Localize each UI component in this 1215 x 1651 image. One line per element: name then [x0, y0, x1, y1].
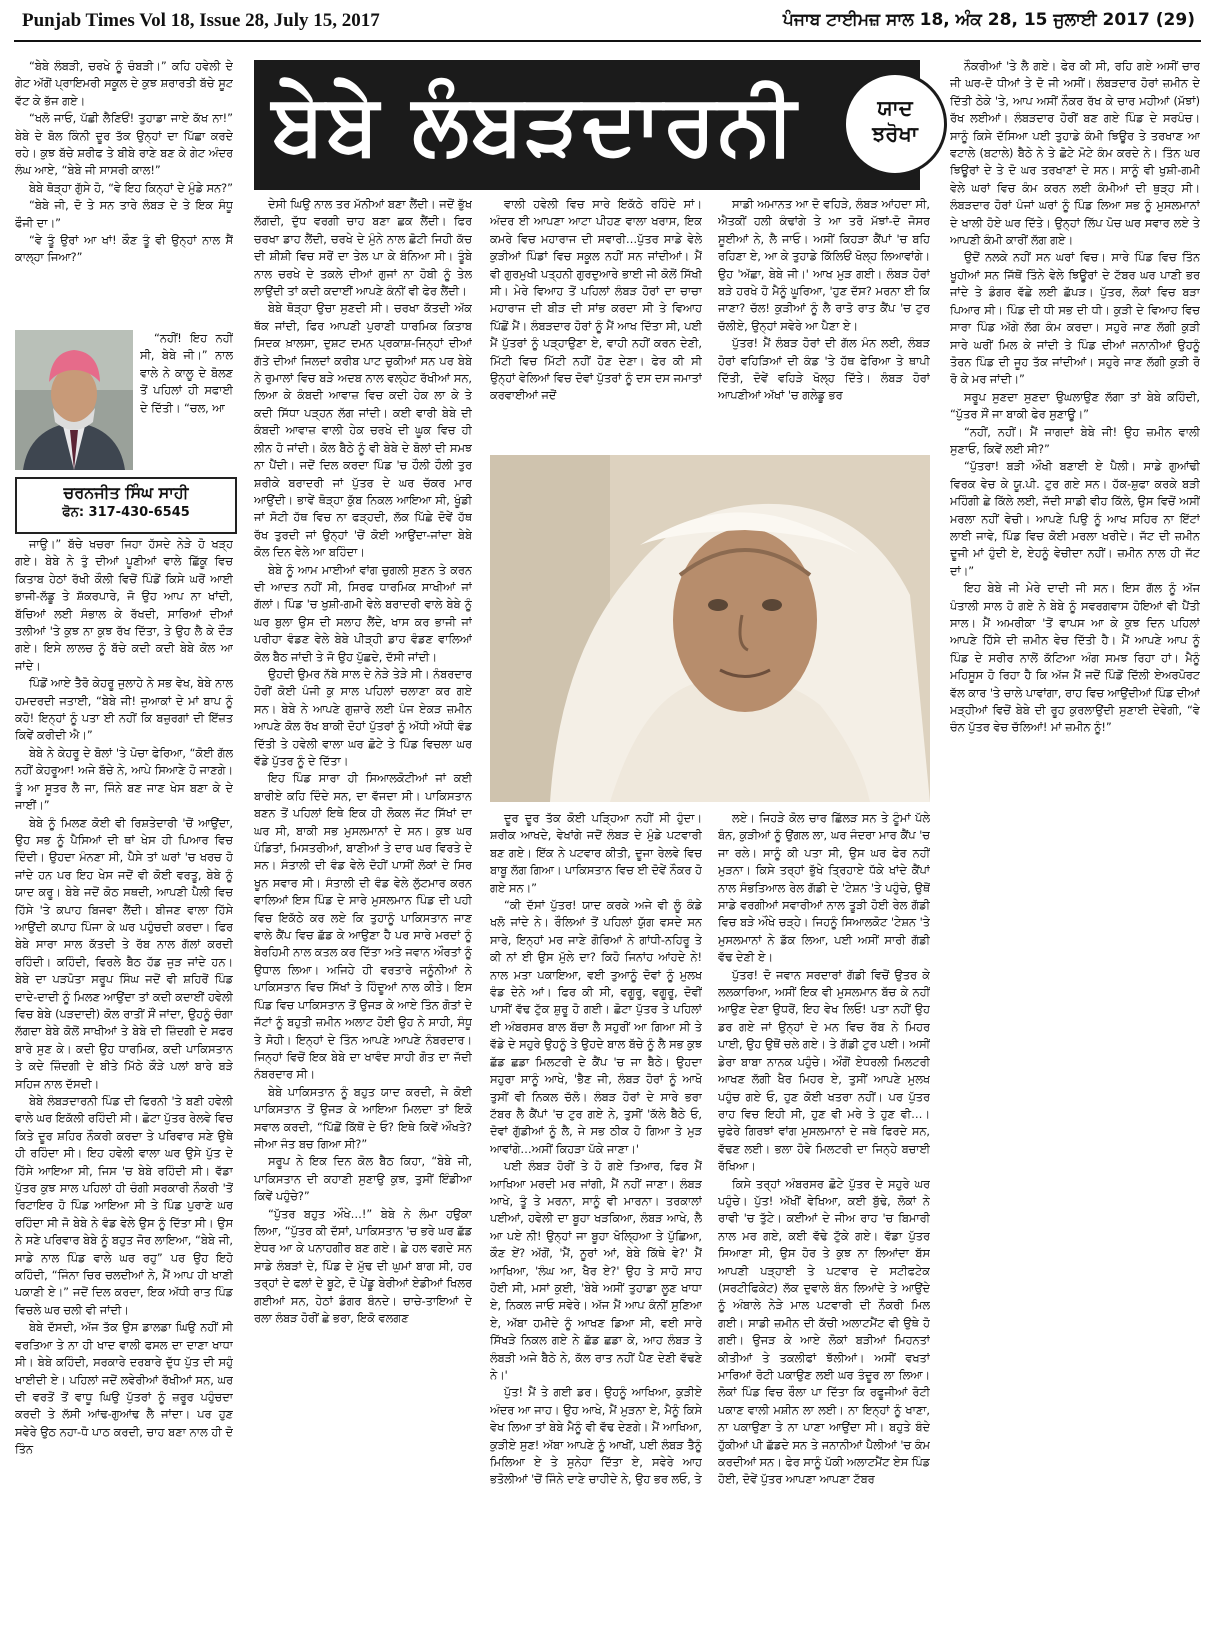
paragraph: “ਪੁੱਤਰ ਬਹੁਤ ਔਖੇ…!” ਬੇਬੇ ਨੇ ਲੰਮਾ ਹਉਕਾ ਲਿਆ, “ਪੁੱਤਰ ਕੀ ਦੱਸਾਂ, ਪਾਕਿਸਤਾਨ 'ਚ ਭਰੇ ਘਰ ਛੱਡ ਏਧਰ ਆ ਕੇ ਪਨਾਹਗੀਰ ਬਣ ਗਏ। ਛੇ ਹਲ ਵਗਦੇ ਸਨ ਸਾਡੇ ਲੰਬੜਾਂ ਦੇ, ਪਿੰਡ ਦੇ ਮੁੱਢ ਦੀ ਘੁਮਾਂ ਬਾਗ ਸੀ, ਹਰ ਤਰ੍ਹਾਂ ਦੇ ਫਲਾਂ ਦੇ ਬੂਟੇ, ਦੋ ਪੇਂਡੂ ਬੇਰੀਆਂ ਏਡੀਆਂ ਖਿਲਰ ਗਈਆਂ ਸਨ, ਹੇਠਾਂ ਡੰਗਰ ਬੰਨਦੇ। ਚਾਚੇ-ਤਾਇਆਂ ਦੇ ਰਲਾ ਲੰਬੜ ਹੋਰੀਂ ਛੇ ਭਰਾ, ਇਕੋ ਵਲਗਣ: [254, 1207, 472, 1325]
paragraph: ਕਿਸੇ ਤਰ੍ਹਾਂ ਅੰਬਰਸਰ ਛੋਟੇ ਪੁੱਤਰ ਦੇ ਸਹੁਰੇ ਘਰ ਪਹੁੰਚੇ। ਪੁੱਤ! ਅੱਖੀਂ ਵੇਖਿਆ, ਕਈ ਬੁੱਢੇ, ਲੋਕਾਂ ਨੇ ਰਾਵੀ 'ਚ ਤੁੱਟੇ। ਕਈਆਂ ਦੇ ਜੀਅ ਰਾਹ 'ਚ ਬਿਮਾਰੀ ਨਾਲ ਮਰ ਗਏ, ਕਈ ਵੱਢੇ ਟੁੱਕੇ ਗਏ। ਵੱਡਾ ਪੁੱਤਰ ਸਿਆਣਾ ਸੀ, ਉਸ ਹੋਰ ਤੇ ਕੁਝ ਨਾ ਲਿਆਂਦਾ ਬੱਸ ਆਪਣੀ ਪੜ੍ਹਾਈ ਤੇ ਪਟਵਾਰ ਦੇ ਸਟੀਫਟੇਕ (ਸਰਟੀਫਿਕੇਟ) ਲੱਕ ਦੁਵਾਲੇ ਬੰਨ ਲਿਆਂਦੇ ਤੇ ਆਉਂਦੇ ਨੂੰ ਅੰਬਾਲੇ ਨੇੜੇ ਮਾਲ ਪਟਵਾਰੀ ਦੀ ਨੌਕਰੀ ਮਿਲ ਗਈ। ਸਾਡੀ ਜ਼ਮੀਨ ਦੀ ਕੱਚੀ ਅਲਾਟਮੈਂਟ ਵੀ ਉਥੇ ਹੋ ਗਈ। ਉਜੜ ਕੇ ਆਏ ਲੋਕਾਂ ਬੜੀਆਂ ਮਿਹਨਤਾਂ ਕੀਤੀਆਂ ਤੇ ਤਕਲੀਫਾਂ ਝੱਲੀਆਂ। ਅਸੀਂ ਵਖਤਾਂ ਮਾਰਿਆਂ ਰੋਟੀ ਪਕਾਉਣ ਲਈ ਘਰ ਤੰਦੂਰ ਲਾ ਲਿਆ। ਲੋਕਾਂ ਪਿੰਡ ਵਿਚ ਰੌਲਾ ਪਾ ਦਿੱਤਾ ਕਿ ਰਫੂਜੀਆਂ ਰੋਟੀ ਪਕਾਣ ਵਾਲੀ ਮਸ਼ੀਨ ਲਾ ਲਈ। ਨਾ ਇਨ੍ਹਾਂ ਨੂੰ ਖਾਣਾ, ਨਾ ਪਕਾਉਣਾ ਤੇ ਨਾ ਪਾਣਾ ਆਉਂਦਾ ਸੀ। ਬਹੁਤੇ ਬੰਦੇ ਹੁੱਕੀਆਂ ਪੀ ਛੱਡਦੇ ਸਨ ਤੇ ਜਨਾਨੀਆਂ ਪੈਲੀਆਂ 'ਚ ਕੰਮ ਕਰਦੀਆਂ ਸਨ। ਫੇਰ ਸਾਨੂੰ ਪੱਕੀ ਅਲਾਟਮੈਂਟ ਏਸ ਪਿੰਡ ਹੋਈ, ਦੋਵੇਂ ਪੁੱਤਰ ਆਪਣਾ ਆਪਣਾ ਟੱਬਰ: [718, 1177, 930, 1487]
paragraph: ਬੇਬੇ ਨੂੰ ਮਿਲਣ ਕੋਈ ਵੀ ਰਿਸ਼ਤੇਦਾਰੀ 'ਚੋਂ ਆਉਂਦਾ, ਉਹ ਸਭ ਨੂੰ ਪੈਸਿਆਂ ਦੀ ਥਾਂ ਖੇਸ ਹੀ ਪਿਆਰ ਵਿਚ ਦਿੰਦੀ। ਉਹਦਾ ਮੰਨਣਾ ਸੀ, ਪੈਸੇ ਤਾਂ ਘਰਾਂ 'ਚ ਖਰਚ ਹੋ ਜਾਂਦੇ ਹਨ ਪਰ ਇਹ ਖੇਸ ਜਦੋਂ ਵੀ ਕੋਈ ਵਰਤੂ, ਬੇਬੇ ਨੂੰ ਯਾਦ ਕਰੂ। ਬੇਬੇ ਜਦੋਂ ਕੋਠ ਸਥਦੀ, ਆਪਣੀ ਪੈਲੀ ਵਿਚ ਹਿੱਸੇ 'ਤੇ ਕਪਾਹ ਬਿਜਵਾ ਲੈਂਦੀ। ਬੀਜਣ ਵਾਲਾ ਹਿੱਸੇ ਆਉਂਦੀ ਕਪਾਹ ਪਿੰਜਾ ਕੇ ਘਰ ਪਹੁੰਚਦੀ ਕਰਦਾ। ਫਿਰ ਬੇਬੇ ਸਾਰਾ ਸਾਲ ਕੱਤਦੀ ਤੇ ਰੱਬ ਨਾਲ ਗੱਲਾਂ ਕਰਦੀ ਰਹਿੰਦੀ। ਕਹਿੰਦੀ, ਵਿਰਲੇ ਬੈਠ ਹੱਡ ਜੁੜ ਜਾਂਦੇ ਹਨ। ਬੇਬੇ ਦਾ ਪੜਪੋਤਾ ਸਰੂਪ ਸਿੰਘ ਜਦੋਂ ਵੀ ਸ਼ਹਿਰੋਂ ਪਿੰਡ ਦਾਦੇ-ਦਾਦੀ ਨੂੰ ਮਿਲਣ ਆਉਂਦਾ ਤਾਂ ਕਦੀ ਕਦਾਈਂ ਹਵੇਲੀ ਵਿਚ ਬੇਬੇ (ਪੜਦਾਦੀ) ਕੋਲ ਰਾਤੀਂ ਸੌਂ ਜਾਂਦਾ, ਉਹਨੂੰ ਚੰਗਾ ਲੱਗਦਾ ਬੇਬੇ ਕੋਲੋਂ ਸਾਖੀਆਂ ਤੇ ਬੇਬੇ ਦੀ ਜ਼ਿੰਦਗੀ ਦੇ ਸਫਰ ਬਾਰੇ ਸੁਣ ਕੇ। ਕਦੀ ਉਹ ਧਾਰਮਿਕ, ਕਦੀ ਪਾਕਿਸਤਾਨ ਤੇ ਕਦੇ ਜ਼ਿੰਦਗੀ ਦੇ ਬੀਤੇ ਮਿੱਠੇ ਕੌੜੇ ਪਲਾਂ ਬਾਰੇ ਬੜੇ ਸਹਿਜ ਨਾਲ ਦੱਸਦੀ।: [15, 816, 233, 1091]
paragraph: ਦੂਰ ਦੂਰ ਤੱਕ ਕੋਈ ਪੜ੍ਹਿਆ ਨਹੀਂ ਸੀ ਹੁੰਦਾ। ਸ਼ਰੀਕ ਆਖਦੇ, ਵੇਖਾਂਗੇ ਜਦੋਂ ਲੰਬੜ ਦੇ ਮੁੰਡੇ ਪਟਵਾਰੀ ਬਣ ਗਏ। ਇੱਕ ਨੇ ਪਟਵਾਰ ਕੀਤੀ, ਦੂਜਾ ਰੇਲਵੇ ਵਿਚ ਬਾਬੂ ਲੱਗ ਗਿਆ। ਪਾਕਿਸਤਾਨ ਵਿਚ ਈ ਦੋਵੇਂ ਨੌਕਰ ਹੋ ਗਏ ਸਨ।”: [490, 812, 702, 895]
badge-line-2: ਝਰੋਖਾ: [872, 122, 918, 146]
paragraph: ਸਾਡੀ ਅਮਾਨਤ ਆ ਦੋ ਵਹਿੜੇ, ਲੰਬੜ ਆਂਹਦਾ ਸੀ, ਐਤਕੀਂ ਹਲੀ ਕੰਢਾਂਗੇ ਤੇ ਆ ਤਰੋ ਮੱਝਾਂ-ਦੋ ਜੋਸਰ ਸੂਈਆਂ ਨੇ, ਲੈ ਜਾਓ। ਅਸੀਂ ਕਿਹੜਾ ਕੈਂਪਾਂ 'ਚ ਬਹਿ ਰਹਿਣਾ ਏ, ਆ ਕੇ ਤੁਹਾਡੇ ਕਿੱਲਿਓਂ ਖੋਲ੍ਹ ਲਿਆਵਾਂਗੇ। ਉਹ 'ਅੱਛਾ, ਬੇਬੇ ਜੀ।' ਆਖ ਮੁੜ ਗਈ। ਲੰਬੜ ਹੋਰਾਂ ਬੜੇ ਹਰਖੇ ਹੋ ਮੈਨੂੰ ਘੂਰਿਆ, 'ਹੁਣ ਦੱਸ? ਮਰਨਾ ਈ ਕਿ ਜਾਣਾ? ਚੱਲ! ਕੁੜੀਆਂ ਨੂੰ ਲੈ ਰਾਤੋ ਰਾਤ ਕੈਂਪ 'ਚ ਟੁਰ ਚੱਲੀਏ, ਉਨ੍ਹਾਂ ਸਵੇਰੇ ਆ ਪੈਣਾ ਏ।: [718, 198, 930, 333]
article-title: ਬੇਬੇ ਲੰਬੜਦਾਰਨੀ: [272, 75, 798, 173]
paragraph: ਪਿੰਡੋਂ ਆਏ ਤੈਰੋ ਕੇਹਰੂ ਜੁਲਾਹੇ ਨੇ ਸਭ ਵੇਖ, ਬੇਬੇ ਨਾਲ ਹਮਦਰਦੀ ਜਤਾਈ, “ਬੇਬੇ ਜੀ! ਜੁਆਕਾਂ ਦੇ ਮਾਂ ਬਾਪ ਨੂੰ ਕਹੋ! ਇਨ੍ਹਾਂ ਨੂੰ ਪਤਾ ਈ ਨਹੀਂ ਕਿ ਬਜ਼ੁਰਗਾਂ ਦੀ ਇੱਜ਼ਤ ਕਿਵੇਂ ਕਰੀਦੀ ਐ।”: [15, 677, 233, 743]
page-header: [14, 6, 1201, 42]
author-name: ਚਰਨਜੀਤ ਸਿੰਘ ਸਾਹੀ: [63, 483, 189, 502]
paragraph: ਉਹਦੀ ਉਮਰ ਨੱਬੇ ਸਾਲ ਦੇ ਨੇੜੇ ਤੇੜੇ ਸੀ। ਨੰਬਰਦਾਰ ਹੋਰੀਂ ਕੋਈ ਪੰਜੀ ਕੁ ਸਾਲ ਪਹਿਲਾਂ ਚਲਾਣਾ ਕਰ ਗਏ ਸਨ। ਬੇਬੇ ਨੇ ਆਪਣੇ ਗੁਜ਼ਾਰੇ ਲਈ ਪੰਜ ਏਕੜ ਜ਼ਮੀਨ ਆਪਣੇ ਕੋਲ ਰੱਖ ਬਾਕੀ ਦੋਹਾਂ ਪੁੱਤਰਾਂ ਨੂੰ ਅੱਧੀ ਅੱਧੀ ਵੰਡ ਦਿੱਤੀ ਤੇ ਹਵੇਲੀ ਵਾਲਾ ਘਰ ਛੋਟੇ ਤੇ ਪਿੰਡ ਵਿਚਲਾ ਘਰ ਵੱਡੇ ਪੁੱਤਰ ਨੂੰ ਦੇ ਦਿੱਤਾ।: [254, 667, 472, 768]
paragraph: “ਖਲੋ ਜਾਓ, ਪੱਛੀ ਲੈਣਿਓਂ! ਤੁਹਾਡਾ ਜਾਏ ਕੱਖ ਨਾ!” ਬੇਬੇ ਦੇ ਬੋਲ ਕਿੰਨੀ ਦੂਰ ਤੱਕ ਉਨ੍ਹਾਂ ਦਾ ਪਿੱਛਾ ਕਰਦੇ ਰਹੇ। ਕੁਝ ਬੱਚੇ ਸ਼ਰੀਫ ਤੇ ਬੀਬੇ ਰਾਣੇ ਬਣ ਕੇ ਗੇਟ ਅੰਦਰ ਲੰਘ ਆਏ, “ਬੇਬੇ ਜੀ ਸਾਸਰੀ ਕਾਲ!”: [15, 112, 233, 178]
header-masthead-punjabi: ਪੰਜਾਬ ਟਾਈਮਜ਼ ਸਾਲ 18, ਅੰਕ 28, 15 ਜੁਲਾਈ 2017 (29): [782, 10, 1195, 30]
column-3-top: [490, 196, 702, 448]
paragraph: ਲਏ। ਜਿਹੜੇ ਕੋਲ ਚਾਰ ਛਿੱਲੜ ਸਨ ਤੇ ਟੂੰਮਾਂ ਪੱਲੇ ਬੰਨ, ਕੁੜੀਆਂ ਨੂੰ ਉਂਗਲ ਲਾ, ਘਰ ਜੰਦਰਾ ਮਾਰ ਕੈਂਪ 'ਚ ਜਾ ਰਲੇ। ਸਾਨੂੰ ਕੀ ਪਤਾ ਸੀ, ਉਸ ਘਰ ਫੇਰ ਨਹੀਂ ਮੁੜਨਾ। ਕਿਸੇ ਤਰ੍ਹਾਂ ਭੁੱਖੇ ਤ੍ਰਿਹਾਏ ਧੱਕੇ ਖਾਂਦੇ ਕੈਂਪਾਂ ਨਾਲ ਸੰਭਤਿਆਲ ਰੇਲ ਗੱਡੀ ਦੇ 'ਟੇਸ਼ਨ 'ਤੇ ਪਹੁੰਚੇ, ਉਥੋਂ ਸਾਡੇ ਵਰਗੀਆਂ ਸਵਾਰੀਆਂ ਨਾਲ ਤੂੜੀ ਹੋਈ ਰੇਲ ਗੱਡੀ ਵਿਚ ਬੜੇ ਔਖੇ ਚੜ੍ਹੇ। ਜਿਹਨੂੰ ਸਿਆਲਕੋਟ 'ਟੇਸ਼ਨ 'ਤੇ ਮੁਸਲਮਾਨਾਂ ਨੇ ਡੱਕ ਲਿਆ, ਪਈ ਅਸੀਂ ਸਾਰੀ ਗੱਡੀ ਵੱਢ ਦੇਣੀ ਏ।: [718, 812, 930, 965]
column-1-side: [140, 330, 233, 470]
header-masthead-english: Punjab Times Vol 18, Issue 28, July 15, 2017: [22, 10, 380, 31]
column-4-top: [718, 196, 930, 448]
paragraph: ਬੇਬੇ ਨੂੰ ਆਮ ਮਾਈਆਂ ਵਾਂਗ ਚੁਗਲੀ ਸੁਣਨ ਤੇ ਕਰਨ ਦੀ ਆਦਤ ਨਹੀਂ ਸੀ, ਸਿਰਫ ਧਾਰਮਿਕ ਸਾਖੀਆਂ ਜਾਂ ਗੱਲਾਂ। ਪਿੰਡ 'ਚ ਖੁਸ਼ੀ-ਗਮੀ ਵੇਲੇ ਬਰਾਦਰੀ ਵਾਲੇ ਬੇਬੇ ਨੂੰ ਘਰ ਬੁਲਾ ਉਸ ਦੀ ਸਲਾਹ ਲੈਂਦੇ, ਖਾਸ ਕਰ ਭਾਜੀ ਜਾਂ ਪਰੀਹਾ ਵੰਡਣ ਵੇਲੇ ਬੇਬੇ ਪੀੜ੍ਹੀ ਡਾਹ ਵੰਡਣ ਵਾਲਿਆਂ ਕੋਲ ਬੈਠ ਜਾਂਦੀ ਤੇ ਜੋ ਉਹ ਪੁੱਛਦੇ, ਦੱਸੀ ਜਾਂਦੀ।: [254, 563, 472, 664]
author-phone: ਫੋਨ: 317-430-6545: [62, 505, 190, 520]
author-photo: [15, 330, 133, 470]
column-badge: [843, 72, 947, 176]
paragraph: ਬੇਬੇ ਪਾਕਿਸਤਾਨ ਨੂੰ ਬਹੁਤ ਯਾਦ ਕਰਦੀ, ਜੇ ਕੋਈ ਪਾਕਿਸਤਾਨ ਤੋਂ ਉਜੜ ਕੇ ਆਇਆ ਮਿਲਦਾ ਤਾਂ ਇਕੋ ਸਵਾਲ ਕਰਦੀ, “ਪਿੱਛੋਂ ਕਿੱਥੋਂ ਦੇ ਓ? ਇਥੇ ਕਿਵੇਂ ਔਖਤੇ? ਜੀਆ ਜੰਤ ਬਚ ਗਿਆ ਸੀ?”: [254, 1085, 472, 1151]
paragraph: “ਬੇਬੇ ਲੰਬੜੀ, ਚਰਖੇ ਨੂੰ ਚੰਬੜੀ।” ਕਹਿ ਹਵੇਲੀ ਦੇ ਗੇਟ ਅੱਗੋਂ ਪ੍ਰਾਇਮਰੀ ਸਕੂਲ ਦੇ ਕੁਝ ਸ਼ਰਾਰਤੀ ਬੱਚੇ ਸੂਟ ਵੱਟ ਕੇ ਭੱਜ ਗਏ।: [15, 60, 233, 108]
column-3-bottom: [490, 810, 702, 1644]
paragraph: ਉਦੋਂ ਨਲਕੇ ਨਹੀਂ ਸਨ ਘਰਾਂ ਵਿਚ। ਸਾਰੇ ਪਿੰਡ ਵਿਚ ਤਿੰਨ ਖੂਹੀਆਂ ਸਨ ਜਿੱਥੋਂ ਤਿੰਨੇ ਵੇਲੇ ਝਿਊਰਾਂ ਦੇ ਟੱਬਰ ਘਰ ਪਾਣੀ ਭਰ ਜਾਂਦੇ ਤੇ ਡੰਗਰ ਵੱਛੇ ਲਈ ਛੱਪੜ। ਪੁੱਤਰ, ਲੋਕਾਂ ਵਿਚ ਬੜਾ ਪਿਆਰ ਸੀ। ਪਿੰਡ ਦੀ ਧੀ ਸਭ ਦੀ ਧੀ। ਕੁੜੀ ਦੇ ਵਿਆਹ ਵਿਚ ਸਾਰਾ ਪਿੰਡ ਅੱਗੇ ਲੱਗ ਕੰਮ ਕਰਦਾ। ਸਹੁਰੇ ਜਾਣ ਲੱਗੀ ਕੁੜੀ ਸਾਰੇ ਘਰੀਂ ਮਿਲ ਕੇ ਜਾਂਦੀ ਤੇ ਪਿੰਡ ਦੀਆਂ ਜਨਾਨੀਆਂ ਉਹਨੂੰ ਤੋਰਨ ਪਿੰਡ ਦੀ ਜੂਹ ਤੱਕ ਜਾਂਦੀਆਂ। ਸਹੁਰੇ ਜਾਣ ਲੱਗੀ ਕੁੜੀ ਰੋ ਰੋ ਕੇ ਮਰ ਜਾਂਦੀ।”: [950, 251, 1200, 387]
paragraph: ਸਰੂਪ ਨੇ ਇਕ ਦਿਨ ਕੋਲ ਬੈਠ ਕਿਹਾ, “ਬੇਬੇ ਜੀ, ਪਾਕਿਸਤਾਨ ਦੀ ਕਹਾਣੀ ਸੁਣਾਉ ਕੁਝ, ਤੁਸੀਂ ਇੰਡੀਆ ਕਿਵੇਂ ਪਹੁੰਚੇ?”: [254, 1155, 472, 1204]
paragraph: ਇਹ ਪਿੰਡ ਸਾਰਾ ਹੀ ਸਿਆਲਕੋਟੀਆਂ ਜਾਂ ਕਈ ਬਾਰੀਏ ਕਹਿ ਦਿੰਦੇ ਸਨ, ਦਾ ਵੱਜਦਾ ਸੀ। ਪਾਕਿਸਤਾਨ ਬਣਨ ਤੋਂ ਪਹਿਲਾਂ ਇਥੇ ਇਕ ਹੀ ਲੋਕਲ ਜੱਟ ਸਿੱਖਾਂ ਦਾ ਘਰ ਸੀ, ਬਾਕੀ ਸਭ ਮੁਸਲਮਾਨਾਂ ਦੇ ਸਨ। ਕੁਝ ਘਰ ਪੰਡਿਤਾਂ, ਮਿਸਤਰੀਆਂ, ਬਾਣੀਆਂ ਤੇ ਦਾਰ ਘਰ ਵਿਰਤੇ ਦੇ ਸਨ। ਸੰਤਾਲੀ ਦੀ ਵੰਡ ਵੇਲੇ ਦੋਹੀਂ ਪਾਸੀਂ ਲੋਕਾਂ ਦੇ ਸਿਰ ਖੂਨ ਸਵਾਰ ਸੀ। ਸੰਤਾਲੀ ਦੀ ਵੰਡ ਵੇਲੇ ਲੁੱਟਮਾਰ ਕਰਨ ਵਾਲਿਆਂ ਇਸ ਪਿੰਡ ਦੇ ਸਾਰੇ ਮੁਸਲਮਾਨ ਪਿੰਡ ਦੀ ਪਹੀ ਵਿਚ ਇਕੱਠੇ ਕਰ ਲਏ ਕਿ ਤੁਹਾਨੂੰ ਪਾਕਿਸਤਾਨ ਜਾਣ ਵਾਲੇ ਕੈਂਪ ਵਿਚ ਛੱਡ ਕੇ ਆਉਣਾ ਹੈ ਪਰ ਸਾਰੇ ਮਰਦਾਂ ਨੂੰ ਬੇਰਹਿਮੀ ਨਾਲ ਕਤਲ ਕਰ ਦਿੱਤਾ ਅਤੇ ਜਵਾਨ ਔਰਤਾਂ ਨੂੰ ਉਧਾਲ ਲਿਆ। ਅਜਿਹੇ ਹੀ ਵਰਤਾਰੇ ਜਨੂੰਨੀਆਂ ਨੇ ਪਾਕਿਸਤਾਨ ਵਿਚ ਸਿੱਖਾਂ ਤੇ ਹਿੰਦੂਆਂ ਨਾਲ ਕੀਤੇ। ਇਸ ਪਿੰਡ ਵਿਚ ਪਾਕਿਸਤਾਨ ਤੋਂ ਉਜੜ ਕੇ ਆਏ ਤਿੰਨ ਗੋਤਾਂ ਦੇ ਜੱਟਾਂ ਨੂੰ ਬਹੁਤੀ ਜ਼ਮੀਨ ਅਲਾਟ ਹੋਈ ਉਹ ਨੇ ਸਾਹੀ, ਸੰਧੂ ਤੇ ਸੋਹੀ। ਇਨ੍ਹਾਂ ਦੇ ਤਿੰਨ ਆਪਣੇ ਆਪਣੇ ਨੰਬਰਦਾਰ। ਜਿਨ੍ਹਾਂ ਵਿਚੋਂ ਇਕ ਬੇਬੇ ਦਾ ਖਾਵੰਦ ਸਾਹੀ ਗੋਤ ਦਾ ਜੱਦੀ ਨੰਬਰਦਾਰ ਸੀ।: [254, 772, 472, 1082]
author-portrait-image: [15, 330, 133, 470]
paragraph: ਬੇਬੇ ਨੇ ਕੇਹਰੂ ਦੇ ਬੋਲਾਂ 'ਤੇ ਪੋਚਾ ਫੇਰਿਆ, “ਕੋਈ ਗੱਲ ਨਹੀਂ ਕੇਹਰੂਆ! ਅਜੇ ਬੱਚੇ ਨੇ, ਆਪੇ ਸਿਆਣੇ ਹੋ ਜਾਣਗੇ। ਤੂੰ ਆ ਸੂਤਰ ਲੈ ਜਾ, ਜਿੰਨੇ ਬਣ ਜਾਣ ਖੇਸ ਬਣਾ ਕੇ ਦੇ ਜਾਈਂ।”: [15, 746, 233, 813]
paragraph: ਪਈ ਲੰਬੜ ਹੋਰੀਂ ਤੇ ਹੋ ਗਏ ਤਿਆਰ, ਫਿਰ ਮੈਂ ਆਖਿਆ ਮਰਦੀ ਮਰ ਜਾਂਗੀ, ਮੈਂ ਨਹੀਂ ਜਾਣਾ। ਲੰਬੜ ਆਖੇ, ਤੂੰ ਤੇ ਮਰਨਾ, ਸਾਨੂੰ ਵੀ ਮਾਰਨਾ। ਤਰਕਾਲਾਂ ਪਈਆਂ, ਹਵੇਲੀ ਦਾ ਬੂਹਾ ਖੜਕਿਆ, ਲੰਬੜ ਆਖੇ, ਲੈ ਆ ਪਏ ਨੀ! ਉਨ੍ਹਾਂ ਜਾ ਬੂਹਾ ਖੋਲ੍ਹਿਆ ਤੇ ਪੁੱਛਿਆ, ਕੌਣ ਏਂ? ਅੱਗੋਂ, 'ਮੈਂ, ਨੂਰਾਂ ਆਂ, ਬੇਬੇ ਕਿੱਥੇ ਵੇ?' ਮੈਂ ਆਖਿਆ, 'ਲੰਘ ਆ, ਖੈਰ ਏ?' ਉਹ ਤੇ ਸਾਹੋ ਸਾਹ ਹੋਈ ਸੀ, ਮਸਾਂ ਕੁਈ, 'ਬੇਬੇ ਅਸੀਂ ਤੁਹਾਡਾ ਲੂਣ ਖਾਧਾ ਏ, ਨਿਕਲ ਜਾਓ ਸਵੇਰੇ। ਅੱਜ ਮੈਂ ਆਪ ਕੰਨੀਂ ਸੁਣਿਆ ਏ, ਅੱਬਾ ਹਮੀਦੇ ਨੂੰ ਆਖਣ ਡਿਆ ਸੀ, ਵਈ ਸਾਰੇ ਸਿੱਖੜੇ ਨਿਕਲ ਗਏ ਨੇ ਛੱਡ ਛਡਾ ਕੇ, ਆਹ ਲੰਬੜ ਤੇ ਲੰਬੜੀ ਅਜੇ ਬੈਠੇ ਨੇ, ਕੱਲ ਰਾਤ ਨਹੀਂ ਪੈਣ ਦੇਣੀ ਵੱਢਣੇ ਨੇ।': [490, 1160, 702, 1382]
paragraph: ਬੇਬੇ ਥੋੜ੍ਹਾ ਉਚਾ ਸੁਣਦੀ ਸੀ। ਚਰਖਾ ਕੱਤਦੀ ਅੱਕ ਥੱਕ ਜਾਂਦੀ, ਫਿਰ ਆਪਣੀ ਪੁਰਾਣੀ ਧਾਰਮਿਕ ਕਿਤਾਬ ਸਿਦਕ ਖ਼ਾਲਸਾ, ਦੁਸ਼ਟ ਦਮਨ ਪ੍ਰਕਾਸ਼-ਜਿਨ੍ਹਾਂ ਦੀਆਂ ਗੱਤੇ ਦੀਆਂ ਜਿਲਦਾਂ ਕਰੀਬ ਪਾਟ ਚੁਕੀਆਂ ਸਨ ਪਰ ਬੇਬੇ ਨੇ ਰੁਮਾਲਾਂ ਵਿਚ ਬੜੇ ਅਦਬ ਨਾਲ ਵਲ੍ਹੇਟ ਰੱਖੀਆਂ ਸਨ, ਲਿਆ ਕੇ ਕੰਬਦੀ ਆਵਾਜ਼ ਵਿਚ ਕਦੀ ਹੇਕ ਲਾ ਕੇ ਤੇ ਕਦੀ ਸਿੱਧਾ ਪੜ੍ਹਨ ਲੱਗ ਜਾਂਦੀ। ਕਈ ਵਾਰੀ ਬੇਬੇ ਦੀ ਕੰਬਦੀ ਆਵਾਜ਼ ਵਾਲੀ ਹੇਕ ਚਰਖੇ ਦੀ ਘੂਕ ਵਿਚ ਹੀ ਲੀਨ ਹੋ ਜਾਂਦੀ। ਕੋਲ ਬੈਠੇ ਨੂੰ ਵੀ ਬੇਬੇ ਦੇ ਬੋਲਾਂ ਦੀ ਸਮਝ ਨਾ ਪੈਂਦੀ। ਜਦੋਂ ਦਿਲ ਕਰਦਾ ਪਿੰਡ 'ਚ ਹੌਲੀ ਹੌਲੀ ਤੁਰ ਸ਼ਰੀਕੇ ਬਰਾਦਰੀ ਜਾਂ ਪੁੱਤਰ ਦੇ ਘਰ ਚੱਕਰ ਮਾਰ ਆਉਂਦੀ। ਭਾਵੇਂ ਥੋੜ੍ਹਾ ਕੁੱਬ ਨਿਕਲ ਆਇਆ ਸੀ, ਖੂੰਡੀ ਜਾਂ ਸੋਟੀ ਹੱਥ ਵਿਚ ਨਾ ਫੜ੍ਹਦੀ, ਲੱਕ ਪਿੱਛੇ ਦੋਵੇਂ ਹੱਥ ਰੱਖ ਤੁਰਦੀ ਜਾਂ ਉਨ੍ਹਾਂ 'ਚੋਂ ਕੋਈ ਆਉਂਦਾ-ਜਾਂਦਾ ਬੇਬੇ ਕੋਲ ਦਿਨ ਵੇਲੇ ਆ ਬਹਿੰਦਾ।: [254, 302, 472, 560]
paragraph: “ਨਹੀਂ, ਨਹੀਂ। ਮੈਂ ਜਾਗਦਾਂ ਬੇਬੇ ਜੀ! ਉਹ ਜ਼ਮੀਨ ਵਾਲੀ ਸੁਣਾਓ, ਕਿਵੇਂ ਲਈ ਸੀ?”: [950, 425, 1200, 456]
paragraph: ਬੇਬੇ ਲੰਬੜਦਾਰਨੀ ਪਿੰਡ ਦੀ ਫਿਰਨੀ 'ਤੇ ਬਣੀ ਹਵੇਲੀ ਵਾਲੇ ਘਰ ਇਕੱਲੀ ਰਹਿੰਦੀ ਸੀ। ਛੋਟਾ ਪੁੱਤਰ ਰੇਲਵੇ ਵਿਚ ਕਿਤੇ ਦੂਰ ਸ਼ਹਿਰ ਨੌਕਰੀ ਕਰਦਾ ਤੇ ਪਰਿਵਾਰ ਸਣੇ ਉਥੇ ਹੀ ਰਹਿੰਦਾ ਸੀ। ਇਹ ਹਵੇਲੀ ਵਾਲਾ ਘਰ ਉਸੇ ਪੁੱਤ ਦੇ ਹਿੱਸੇ ਆਇਆ ਸੀ, ਜਿਸ 'ਚ ਬੇਬੇ ਰਹਿੰਦੀ ਸੀ। ਵੱਡਾ ਪੁੱਤਰ ਕੁਝ ਸਾਲ ਪਹਿਲਾਂ ਹੀ ਚੰਗੀ ਸਰਕਾਰੀ ਨੌਕਰੀ 'ਤੋਂ ਰਿਟਾਇਰ ਹੋ ਪਿੰਡ ਆਇਆ ਸੀ ਤੇ ਪਿੰਡ ਪੁਰਾਣੇ ਘਰ ਰਹਿੰਦਾ ਸੀ ਜੋ ਬੇਬੇ ਨੇ ਵੰਡ ਵੇਲੇ ਉਸ ਨੂੰ ਦਿੱਤਾ ਸੀ। ਉਸ ਨੇ ਸਣੇ ਪਰਿਵਾਰ ਬੇਬੇ ਨੂੰ ਬਹੁਤ ਜੋਰ ਲਾਇਆ, “ਬੇਬੇ ਜੀ, ਸਾਡੇ ਨਾਲ ਪਿੰਡ ਵਾਲੇ ਘਰ ਰਹੁ” ਪਰ ਉਹ ਇਹੋ ਕਹਿੰਦੀ, “ਜਿੰਨਾ ਚਿਰ ਚਲਦੀਆਂ ਨੇ, ਮੈਂ ਆਪ ਹੀ ਖਾਣੀ ਪਕਾਣੀ ਏ।” ਜਦੋਂ ਦਿਲ ਕਰਦਾ, ਇਕ ਅੱਧੀ ਰਾਤ ਪਿੰਡ ਵਿਚਲੇ ਘਰ ਚਲੀ ਵੀ ਜਾਂਦੀ।: [15, 1095, 233, 1317]
paragraph: ਵਾਲੀ ਹਵੇਲੀ ਵਿਚ ਸਾਰੇ ਇਕੱਠੇ ਰਹਿੰਦੇ ਸਾਂ। ਅੰਦਰ ਈ ਆਪਣਾ ਆਟਾ ਪੀਹਣ ਵਾਲਾ ਖਰਾਸ, ਇਕ ਕਮਰੇ ਵਿਚ ਮਹਾਰਾਜ ਦੀ ਸਵਾਰੀ…ਪੁੱਤਰ ਸਾਡੇ ਵੇਲੇ ਕੁੜੀਆਂ ਪਿੰਡਾਂ ਵਿਚ ਸਕੂਲ ਨਹੀਂ ਸਨ ਜਾਂਦੀਆਂ। ਮੈਂ ਵੀ ਗੁਰਮੁਖੀ ਪਤ੍ਹਨੀ ਗੁਰਦੁਆਰੇ ਭਾਈ ਜੀ ਕੋਲੋਂ ਸਿੱਖੀ ਸੀ। ਮੇਰੇ ਵਿਆਹ ਤੋਂ ਪਹਿਲਾਂ ਲੰਬੜ ਹੋਰਾਂ ਦਾ ਚਾਚਾ ਮਹਾਰਾਜ ਦੀ ਬੀੜ ਦੀ ਸਾਂਭ ਕਰਦਾ ਸੀ ਤੇ ਵਿਆਹ ਪਿੱਛੋਂ ਮੈਂ। ਲੰਬੜਦਾਰ ਹੋਰਾਂ ਨੂੰ ਮੈਂ ਆਖ ਦਿੱਤਾ ਸੀ, ਪਈ ਮੈਂ ਪੁੱਤਰਾਂ ਨੂੰ ਪੜ੍ਹਾਉਣਾ ਏ, ਵਾਹੀ ਨਹੀਂ ਕਰਨ ਦੇਣੀ, ਮਿੱਟੀ ਵਿਚ ਮਿੱਟੀ ਨਹੀਂ ਹੋਣ ਦੇਣਾ। ਫੇਰ ਕੀ ਸੀ ਉਨ੍ਹਾਂ ਵੇਲਿਆਂ ਵਿਚ ਦੋਵਾਂ ਪੁੱਤਰਾਂ ਨੂੰ ਦਸ ਦਸ ਜਮਾਤਾਂ ਕਰਵਾਈਆਂ ਜਦੋਂ: [490, 198, 702, 403]
paragraph: ਦੇਸੀ ਘਿਉ ਨਾਲ ਤਰ ਮੱਨੀਆਂ ਬਣਾ ਲੈਂਦੀ। ਜਦੋਂ ਭੁੱਖ ਲੱਗਦੀ, ਦੁੱਧ ਵਰਗੀ ਚਾਹ ਬਣਾ ਛਕ ਲੈਂਦੀ। ਫਿਰ ਚਰਖਾ ਡਾਹ ਲੈਂਦੀ, ਚਰਖੇ ਦੇ ਮੁੰਨੇ ਨਾਲ ਛੋਟੀ ਜਿਹੀ ਕੱਚ ਦੀ ਸ਼ੀਸ਼ੀ ਵਿਚ ਸਰੋਂ ਦਾ ਤੇਲ ਪਾ ਕੇ ਬੰਨਿਆ ਸੀ। ਤੂੰਬੇ ਨਾਲ ਚਰਖੇ ਦੇ ਤਕਲੇ ਦੀਆਂ ਗੁਜਾਂ ਨਾ ਹੋਬੀ ਨੂੰ ਤੇਲ ਲਾਉਂਦੀ ਤਾਂ ਕਦੀ ਕਦਾਈਂ ਆਪਣੇ ਕੰਨੀਂ ਵੀ ਫੇਰ ਲੈਂਦੀ।: [254, 198, 472, 299]
paragraph: ਪੁੱਤਰ! ਦੋ ਜਵਾਨ ਸਰਦਾਰਾਂ ਗੱਡੀ ਵਿਚੋਂ ਉਤਰ ਕੇ ਲਲਕਾਰਿਆ, ਅਸੀਂ ਇਕ ਵੀ ਮੁਸਲਮਾਨ ਬੱਚ ਕੇ ਨਹੀਂ ਆਉਣ ਦੇਣਾ ਉਧਰੋਂ, ਇਹ ਵੇਖ ਲਿਓ! ਪਤਾ ਨਹੀਂ ਉਹ ਡਰ ਗਏ ਜਾਂ ਉਨ੍ਹਾਂ ਦੇ ਮਨ ਵਿਚ ਰੱਬ ਨੇ ਮਿਹਰ ਪਾਈ, ਉਹ ਉਥੋਂ ਚਲੇ ਗਏ। ਤੇ ਗੱਡੀ ਟੁਰ ਪਈ। ਅਸੀਂ ਡੇਰਾ ਬਾਬਾ ਨਾਨਕ ਪਹੁੰਚੇ। ਔਗੋਂ ਏਧਰਲੀ ਮਿਲਟਰੀ ਆਖਣ ਲੱਗੀ ਖੈਰ ਮਿਹਰ ਏ, ਤੁਸੀਂ ਆਪਣੇ ਮੁਲਖ ਪਹੁੰਚ ਗਏ ਓ, ਹੁਣ ਕੋਈ ਖਤਰਾ ਨਹੀਂ। ਪਰ ਪੁੱਤਰ ਰਾਹ ਵਿਚ ਇਹੀ ਸੀ, ਹੁਣ ਵੀ ਮਰੇ ਤੇ ਹੁਣ ਵੀ…। ਚੁਫੇਰੇ ਗਿਰਝਾਂ ਵਾਂਗ ਮੁਸਲਮਾਨਾਂ ਦੇ ਜਥੇ ਫਿਰਦੇ ਸਨ, ਵੱਢਣ ਲਈ। ਭਲਾ ਹੋਵੇ ਮਿਲਟਰੀ ਦਾ ਜਿਨ੍ਹੇ ਬਚਾਈ ਰੱਖਿਆ।: [718, 968, 930, 1174]
paragraph: “ਨਹੀਂ! ਇਹ ਨਹੀਂ ਸੀ, ਬੇਬੇ ਜੀ।” ਨਾਲ ਵਾਲੇ ਨੇ ਕਾਲੂ ਦੇ ਬੋਲਣ ਤੋਂ ਪਹਿਲਾਂ ਹੀ ਸਫਾਈ ਦੇ ਦਿੱਤੀ। “ਚਲ, ਆ: [140, 332, 233, 415]
column-2: [254, 196, 472, 1644]
column-5: [950, 58, 1200, 1058]
elderly-woman-portrait-image: [490, 455, 930, 802]
paragraph: ਜਾਉ।” ਬੱਚੇ ਖਚਰਾ ਜਿਹਾ ਹੱਸਦੇ ਨੇੜੇ ਹੋ ਖੜ੍ਹ ਗਏ। ਬੇਬੇ ਨੇ ਤੁੰ ਦੀਆਂ ਪੂਣੀਆਂ ਵਾਲੇ ਛਿੱਕੂ ਵਿਚ ਕਿਤਾਬ ਹੇਠਾਂ ਰੱਖੀ ਕੌਲੀ ਵਿਚੋਂ ਪਿੰਡੋਂ ਕਿਸੇ ਘਰੋਂ ਆਈ ਭਾਜੀ-ਲੱਡੂ ਤੇ ਸ਼ੱਕਰਪਾਰੇ, ਜੋ ਉਹ ਆਪ ਨਾ ਖਾਂਦੀ, ਬੱਚਿਆਂ ਲਈ ਸੰਭਾਲ ਕੇ ਰੱਖਦੀ, ਸਾਰਿਆਂ ਦੀਆਂ ਤਲੀਆਂ 'ਤੇ ਕੁਝ ਨਾ ਕੁਝ ਰੱਖ ਦਿੱਤਾ, ਤੇ ਉਹ ਲੈ ਕੇ ਦੌੜ ਗਏ। ਇਸੇ ਲਾਲਚ ਨੂੰ ਬੱਚੇ ਕਦੀ ਕਦੀ ਬੇਬੇ ਕੋਲ ਆ ਜਾਂਦੇ।: [15, 538, 233, 673]
paragraph: ਪੁੱਤਰ! ਮੈਂ ਲੰਬੜ ਹੋਰਾਂ ਦੀ ਗੱਲ ਮੰਨ ਲਈ, ਲੰਬੜ ਹੋਰਾਂ ਵਹਿੜਿਆਂ ਦੀ ਕੰਡ 'ਤੇ ਹੱਥ ਫੇਰਿਆ ਤੇ ਥਾਪੀ ਦਿੱਤੀ, ਦੋਵੇਂ ਵਹਿੜੇ ਖੋਲ੍ਹ ਦਿੱਤੇ। ਲੰਬੜ ਹੋਰਾਂ ਆਪਣੀਆਂ ਅੱਖਾਂ 'ਚ ਗਲੇਡੂ ਭਰ: [718, 337, 930, 403]
paragraph: “ਬੇਬੇ ਜੀ, ਦੋ ਤੇ ਸਨ ਤਾਰੇ ਲੰਬੜ ਦੇ ਤੇ ਇਕ ਸੰਧੂ ਫੌਜੀ ਦਾ।”: [15, 199, 233, 230]
paragraph: “ਕੀ ਦੱਸਾਂ ਪੁੱਤਰ! ਯਾਦ ਕਰਕੇ ਅਜੇ ਵੀ ਲੂੰ ਕੰਡੇ ਖਲੋ ਜਾਂਦੇ ਨੇ। ਰੌਲਿਆਂ ਤੋਂ ਪਹਿਲਾਂ ਯੁੱਗ ਵਸਦੇ ਸਨ ਸਾਰੇ, ਇਨ੍ਹਾਂ ਮਰ ਜਾਣੇ ਗੋਰਿਆਂ ਨੇ ਗਾਂਧੀ-ਨਹਿਰੂ ਤੇ ਕੀ ਨਾਂ ਈ ਉਸ ਮੁੱਲੇ ਦਾ? ਕਿਹੋ ਜਿਨਾਂਹ ਆਂਹਦੇ ਨੇ! ਨਾਲ ਮਤਾ ਪਕਾਇਆ, ਵਈ ਤੁਆਨੂੰ ਦੋਵਾਂ ਨੂੰ ਮੁਲਖ ਵੰਡ ਦੇਨੇ ਆਂ। ਫਿਰ ਕੀ ਸੀ, ਵਗੂਰੂ, ਵਗੂਰੂ, ਦੋਵੀਂ ਪਾਸੀਂ ਵੱਢ ਟੁੱਕ ਸ਼ੁਰੂ ਹੋ ਗਈ। ਛੋਟਾ ਪੁੱਤਰ ਤੇ ਪਹਿਲਾਂ ਈ ਅੰਬਰਸਰ ਬਾਲ ਬੱਚਾ ਲੈ ਸਹੁਰੀਂ ਆ ਗਿਆ ਸੀ ਤੇ ਵੱਡੇ ਦੇ ਸਹੁਰੇ ਉਹਨੂੰ ਤੇ ਉਹਦੇ ਬਾਲ ਬੱਚੇ ਨੂੰ ਲੈ ਸਭ ਕੁਝ ਛੱਡ ਛਡਾ ਮਿਲਟਰੀ ਦੇ ਕੈਂਪ 'ਚ ਜਾ ਬੈਠੇ। ਉਹਦਾ ਸਹੁਰਾ ਸਾਨੂੰ ਆਖੇ, 'ਭੈਣ ਜੀ, ਲੰਬੜ ਹੋਰਾਂ ਨੂੰ ਆਖੋ ਤੁਸੀਂ ਵੀ ਨਿਕਲ ਚੱਲੋ। ਲੰਬੜ ਹੋਰਾਂ ਦੇ ਸਾਰੇ ਭਰਾ ਟੱਬਰ ਲੈ ਕੈਂਪਾਂ 'ਚ ਟੁਰ ਗਏ ਨੇ, ਤੁਸੀਂ 'ਕੱਲੇ ਬੈਠੇ ਓ, ਦੋਵਾਂ ਗੁੱਡੀਆਂ ਨੂੰ ਲੈ, ਜੇ ਸਭ ਠੀਕ ਹੋ ਗਿਆ ਤੇ ਮੁੜ ਆਵਾਂਗੇ…ਅਸੀਂ ਕਿਹੜਾ ਪੱਕੇ ਜਾਣਾ।': [490, 899, 702, 1156]
article-title-banner: [254, 60, 920, 190]
column-4-bottom: [718, 810, 930, 1644]
paragraph: ਸਰੂਪ ਸੁਣਦਾ ਸੁਣਦਾ ਉਘਲਾਉਣ ਲੱਗਾ ਤਾਂ ਬੇਬੇ ਕਹਿੰਦੀ, “ਪੁੱਤਰ ਸੌਂ ਜਾ ਬਾਕੀ ਫੇਰ ਸੁਣਾਊ।”: [950, 390, 1200, 422]
author-byline-box: [15, 477, 237, 534]
paragraph: ਨੌਕਰੀਆਂ 'ਤੇ ਲੈ ਗਏ। ਫੇਰ ਕੀ ਸੀ, ਰਹਿ ਗਏ ਅਸੀਂ ਚਾਰ ਜੀ ਘਰ-ਦੋ ਧੀਆਂ ਤੇ ਦੋ ਜੀ ਅਸੀਂ। ਲੰਬੜਦਾਰ ਹੋਰਾਂ ਜ਼ਮੀਨ ਦੇ ਦਿੱਤੀ ਠੇਕੇ 'ਤੇ, ਆਪ ਅਸੀਂ ਨੌਕਰ ਰੱਖ ਕੇ ਚਾਰ ਮਹੀਆਂ (ਮੱਝਾਂ) ਰੱਖ ਲਈਆਂ। ਲੰਬੜਦਾਰ ਹੋਰੀਂ ਬਣ ਗਏ ਪਿੰਡ ਦੇ ਸਰਪੰਚ। ਸਾਨੂੰ ਕਿਸੇ ਦੱਸਿਆ ਪਈ ਤੁਹਾਡੇ ਕੰਮੀ ਝਿਊਰ ਤੇ ਤਰਖਾਣ ਆ ਵਟਾਲੇ (ਬਟਾਲੇ) ਬੈਠੇ ਨੇ ਤੇ ਛੋਟੇ ਮੋਟੇ ਕੰਮ ਕਰਦੇ ਨੇ। ਤਿੰਨ ਘਰ ਝਿਊਰਾਂ ਦੇ ਤੇ ਦੋ ਘਰ ਤਰਖਾਣਾਂ ਦੇ ਸਨ। ਸਾਨੂੰ ਵੀ ਖੁਸ਼ੀ-ਗਮੀ ਵੇਲੇ ਘਰਾਂ ਵਿਚ ਕੰਮ ਕਰਨ ਲਈ ਕੰਮੀਆਂ ਦੀ ਥੁੜ੍ਹ ਸੀ। ਲੰਬੜਦਾਰ ਹੋਰਾਂ ਪੰਜਾਂ ਘਰਾਂ ਨੂੰ ਪਿੰਡ ਲਿਆ ਸਭ ਨੂੰ ਮੁਸਲਮਾਨਾਂ ਦੇ ਖਾਲੀ ਹੋਏ ਘਰ ਦਿੱਤੇ। ਉਨ੍ਹਾਂ ਲਿੱਪ ਪੋਚ ਘਰ ਸਵਾਰ ਲਏ ਤੇ ਆਪਣੀ ਕੰਮੀ ਕਾਰੀਂ ਲੱਗ ਗਏ।: [950, 60, 1200, 248]
paragraph: ਬੇਬੇ ਥੋੜ੍ਹਾ ਗੁੱਸੇ ਹੋ, “ਵੇ ਇਹ ਕਿਨ੍ਹਾਂ ਦੇ ਮੁੰਡੇ ਸਨ?”: [29, 181, 233, 195]
paragraph: ਇਹ ਬੇਬੇ ਜੀ ਮੇਰੇ ਦਾਦੀ ਜੀ ਸਨ। ਇਸ ਗੱਲ ਨੂੰ ਅੱਜ ਪੰਤਾਲੀ ਸਾਲ ਹੋ ਗਏ ਨੇ ਬੇਬੇ ਨੂੰ ਸਵਰਗਵਾਸ ਹੋਇਆਂ ਵੀ ਪੈਂਤੀ ਸਾਲ। ਮੈਂ ਅਮਰੀਕਾ 'ਤੋਂ ਵਾਪਸ ਆ ਕੇ ਕੁਝ ਦਿਨ ਪਹਿਲਾਂ ਆਪਣੇ ਹਿੱਸੇ ਦੀ ਜ਼ਮੀਨ ਵੇਚ ਦਿੱਤੀ ਹੈ। ਮੈਂ ਆਪਣੇ ਆਪ ਨੂੰ ਪਿੰਡ ਦੇ ਸਰੀਰ ਨਾਲੋਂ ਕੱਟਿਆ ਅੰਗ ਸਮਝ ਰਿਹਾ ਹਾਂ। ਮੈਨੂੰ ਮਹਿਸੂਸ ਹੋ ਰਿਹਾ ਹੈ ਕਿ ਅੱਜ ਮੈਂ ਜਦੋਂ ਪਿੰਡੋਂ ਦਿੱਲੀ ਏਅਰਪੋਰਟ ਵੱਲ ਕਾਰ 'ਤੇ ਚਾਲੇ ਪਾਵਾਂਗਾ, ਰਾਹ ਵਿਚ ਆਉਂਦੀਆਂ ਪਿੰਡ ਦੀਆਂ ਮੜ੍ਹੀਆਂ ਵਿਚੋਂ ਬੇਬੇ ਦੀ ਰੂਹ ਕੁਰਲਾਉਂਦੀ ਸੁਣਾਈ ਦੇਵੇਗੀ, “ਵੇ ਚੰਨ ਪੁੱਤਰ ਵੇਚ ਚੱਲਿਆਂ! ਮਾਂ ਜ਼ਮੀਨ ਨੂੰ!”: [950, 582, 1200, 735]
column-1-bottom: [15, 536, 233, 1644]
paragraph: ਪੁੱਤ! ਮੈਂ ਤੇ ਗਈ ਡਰ। ਉਹਨੂੰ ਆਖਿਆ, ਕੁੜੀਏ ਅੰਦਰ ਆ ਜਾਹ। ਉਹ ਆਖੇ, ਮੈਂ ਮੁੜਨਾ ਏ, ਮੈਨੂੰ ਕਿਸੇ ਵੇਖ ਲਿਆ ਤਾਂ ਬੇਬੇ ਮੈਨੂੰ ਵੀ ਵੱਢ ਦੇਣਗੇ। ਮੈਂ ਆਖਿਆ, ਕੁੜੀਏ ਸੁਣ! ਅੱਬਾ ਆਪਣੇ ਨੂੰ ਆਖੀਂ, ਪਈ ਲੰਬੜ ਤੈਨੂੰ ਮਿਲਿਆ ਏ ਤੇ ਸੁਨੇਹਾ ਦਿੱਤਾ ਏ, ਸਵੇਰੇ ਆਹ ਭਤੋਲੀਆਂ 'ਚੋਂ ਜਿੰਨੇ ਦਾਣੇ ਚਾਹੀਦੇ ਨੇ, ਉਹ ਭਰ ਲਓ, ਤੇ: [490, 1386, 702, 1487]
paragraph: “ਵੇ ਤੂੰ ਉਰਾਂ ਆ ਖਾਂ! ਕੌਣ ਤੂੰ ਵੀ ਉਨ੍ਹਾਂ ਨਾਲ ਸੈਂ ਕਾਲ੍ਹਾ ਜਿਆ?”: [15, 234, 233, 265]
paragraph: ਬੇਬੇ ਦੱਸਦੀ, ਅੱਜ ਤੱਕ ਉਸ ਡਾਲਡਾ ਘਿਉ ਨਹੀਂ ਸੀ ਵਰਤਿਆ ਤੇ ਨਾ ਹੀ ਖਾਦ ਵਾਲੀ ਫਸਲ ਦਾ ਦਾਣਾ ਖਾਧਾ ਸੀ। ਬੇਬੇ ਕਹਿੰਦੀ, ਸਰਕਾਰੇ ਦਰਬਾਰੇ ਦੁੱਧ ਪੁੱਤ ਦੀ ਸਹੁੰ ਖਾਈਦੀ ਏ। ਪਹਿਲਾਂ ਜਦੋਂ ਲਵੇਰੀਆਂ ਰੱਖੀਆਂ ਸਨ, ਘਰ ਦੀ ਵਰਤੋਂ ਤੋਂ ਵਾਧੂ ਘਿਉ ਪੁੱਤਰਾਂ ਨੂੰ ਜ਼ਰੂਰ ਪਹੁੰਚਦਾ ਕਰਦੀ ਤੇ ਲੱਸੀ ਆਂਢ-ਗੁਆਂਢ ਲੈ ਜਾਂਦਾ। ਪਰ ਹੁਣ ਸਵੇਰੇ ਉਠ ਨਹਾ-ਧੋ ਪਾਠ ਕਰਦੀ, ਚਾਹ ਬਣਾ ਨਾਲ ਹੀ ਦੋ ਤਿੰਨ: [15, 1321, 233, 1457]
column-1-top: [15, 58, 233, 330]
article-photo: [490, 455, 930, 802]
paragraph: “ਪੁੱਤਰਾ! ਬੜੀ ਔਖੀ ਬਣਾਈ ਏ ਪੈਲੀ। ਸਾਡੇ ਗੁਆਂਢੀ ਵਿਰਕ ਵੇਚ ਕੇ ਯੂ.ਪੀ. ਟੁਰ ਗਏ ਸਨ। ਹੱਕ-ਸ਼ੁਫਾ ਕਰਕੇ ਬੜੀ ਮਹਿੰਗੀ ਛੇ ਕਿੱਲੇ ਲਈ, ਜੱਦੀ ਸਾਡੀ ਵੀਹ ਕਿੱਲੇ, ਉਸ ਵਿਚੋਂ ਅਸੀਂ ਮਰਲਾ ਨਹੀਂ ਵੇਚੀ। ਆਪਣੇ ਪਿਉ ਨੂੰ ਆਖ ਸਹਿਰ ਨਾ ਇੱਟਾਂ ਲਾਈ ਜਾਵੇ, ਪਿੰਡ ਵਿਚ ਕੋਈ ਮਰਲਾ ਖਰੀਦੇ। ਜੱਟ ਦੀ ਜ਼ਮੀਨ ਦੂਜੀ ਮਾਂ ਹੁੰਦੀ ਏ, ਏਹਨੂੰ ਵੇਚੀਦਾ ਨਹੀਂ। ਜ਼ਮੀਨ ਨਾਲ ਹੀ ਜੱਟ ਦਾਂ।”: [950, 460, 1200, 578]
badge-line-1: ਯਾਦ: [877, 96, 913, 120]
